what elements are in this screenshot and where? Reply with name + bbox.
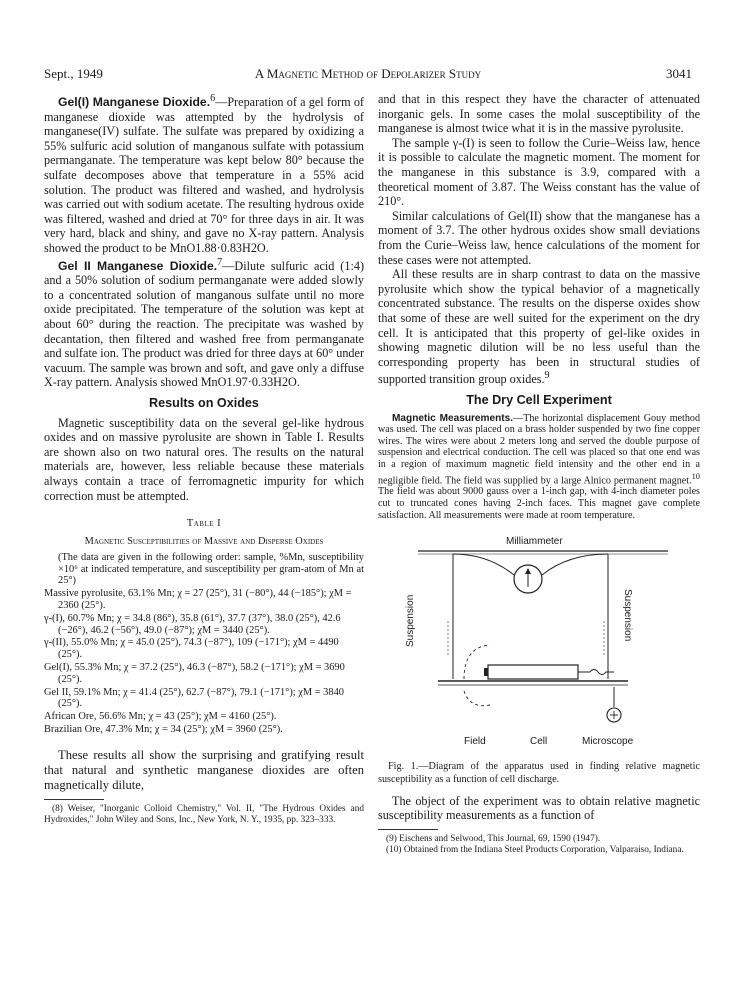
right-paragraph-3: Similar calculations of Gel(II) show that the manganese has a moment of 3.7. The other hydrous oxides show small deviations from the Curie–Weiss law, hence calculations of the moment for these cases were not attempted. — [378, 208, 700, 267]
header-date: Sept., 1949 — [44, 66, 103, 81]
header-page-number: 3041 — [666, 66, 692, 81]
gel2-lead: Gel II Manganese Dioxide. — [58, 258, 218, 273]
gel1-paragraph — [44, 92, 364, 256]
figure-caption: Fig. 1.—Diagram of the apparatus used in finding relative magnetic susceptibility as a function of cell discharge. — [378, 761, 700, 785]
table-entry: γ-(II), 55.0% Mn; χ = 45.0 (25°), 74.3 (−87°), 109 (−171°); χM = 4490 (25°). — [44, 637, 339, 661]
gel1-ref: 6 — [210, 93, 216, 104]
results-heading: Results on Oxides — [149, 396, 259, 410]
results-paragraph: Magnetic susceptibility data on the several gel-like hydrous oxides and on massive pyrolusite are shown in Table I. Results are shown also on two natural ores. The results on the natural materials are, however, less reliable because these materials always contain a trace of ferromagnetic impurity for which correction must be attempted. — [44, 415, 364, 503]
table-entry: γ-(I), 60.7% Mn; χ = 34.8 (86°), 35.8 (61°), 37.7 (37°), 38.0 (25°), 42.6 (−26°), 46.2 (−56°), 49.0 (−87°); χM = 3440 (25°). — [44, 612, 341, 636]
table-label: Table I — [186, 518, 222, 530]
cell-cap — [484, 668, 488, 676]
suspension-label-right: Suspension — [622, 589, 633, 642]
gel2-paragraph — [44, 256, 364, 390]
table-entry: Gel(I), 55.3% Mn; χ = 37.2 (25°), 46.3 (−87°), 58.2 (−171°); χM = 3690 (25°). — [44, 661, 345, 685]
milliammeter-label: Milliammeter — [506, 536, 563, 548]
table-heading: Magnetic Susceptibilities of Massive and Disperse Oxides — [84, 535, 324, 547]
field-arc-bottom — [464, 691, 490, 706]
milliammeter-arrowhead — [525, 568, 531, 574]
measurements-ref: 10 — [691, 471, 700, 481]
cell-label: Cell — [530, 736, 548, 748]
after-table-paragraph: These results all show the surprising and gratifying result that natural and synthetic manganese dioxides are often magnetically dilute, — [44, 747, 364, 792]
meter-wire — [453, 554, 514, 575]
table-entry: Massive pyrolusite, 63.1% Mn; χ = 27 (25°), 31 (−80°), 44 (−185°); χM = 2360 (25°). — [44, 588, 352, 611]
gel1-text: —Preparation of a gel form of manganese dioxide was attempted by the hydrolysis of manganese(IV) sulfate. The sulfate was prepared by oxidizing a 55% sulfuric acid solution of manganous sulfate with potassium permanganate. The temperature was kept below 80° because the sulfate decomposes above that temperature in a 55% acid solution. The product was filtered and washed, and hydrolysis was carried out with sodium acetate. The resulting hydrous oxide was filtered, washed and dried at 70° for three days in air. It was very hard, black and shiny, and gave no X-ray pattern. Analysis showed the product to be MnO1.88·0.83H2O. — [44, 95, 364, 255]
table-1 — [44, 517, 364, 736]
measurements-lead: Magnetic Measurements. — [392, 412, 514, 424]
footnote-9: (9) Eischens and Selwood, This Journal, 69, 1590 (1947). — [386, 834, 601, 845]
gel2-ref: 7 — [217, 256, 223, 268]
footnote-divider — [44, 799, 104, 800]
table-entry: Brazilian Ore, 47.3% Mn; χ = 34 (25°); χM = 3960 (25°). — [44, 723, 283, 735]
suspension-label-left: Suspension — [405, 594, 416, 648]
right-paragraph-2: The sample γ-(I) is seen to follow the Curie–Weiss law, hence it is possible to calculate the magnetic moment. The moment for the manganese in this substance is 3.9, compared with a theoretical moment of 3.87. The Weiss constant has the value of 210°. — [378, 135, 700, 209]
p4-text: All these results are in sharp contrast to data on the massive pyrolusite which show the typical behavior of a magnetically concentrated substance. The results on the disperse oxides show that some of these are well suited for the experiment on the dry cell. It is anticipated that this property of gel-like oxides in showing magnetic dilution will be no less useful than the corresponding property has been in structural studies of supported transition group oxides. — [378, 267, 700, 387]
meter-wire — [542, 554, 608, 575]
table-note: (The data are given in the following order: sample, %Mn, susceptibility ×10⁶ at indicated temperature, and susceptibility per gram-atom of Mn at 25°) — [58, 551, 364, 587]
right-paragraph-1: and that in this respect they have the character of attenuated inorganic gels. In some cases the molal susceptibility of the manganese is almost twice what it is in the massive pyrolusite. — [378, 92, 700, 136]
figure-1 — [378, 529, 700, 759]
footnote-10: (10) Obtained from the Indiana Steel Products Corporation, Valparaiso, Indiana. — [386, 845, 684, 856]
measurements-text-2: The field was about 9000 gauss over a 1-inch gap, with 4-inch diameter poles cut to truncated cones having 2-inch faces. This magnet gave complete satisfaction. All measurements were made at room temperature. — [378, 486, 700, 521]
cell-lead-wire — [578, 670, 614, 675]
running-header — [44, 66, 692, 84]
field-label: Field — [464, 736, 486, 748]
right-paragraph-4 — [378, 267, 700, 387]
gel1-lead: Gel(I) Manganese Dioxide. — [58, 95, 211, 110]
cell-body — [488, 665, 578, 679]
gel2-text: —Dilute sulfuric acid (1:4) and a 50% solution of sodium permanganate were added slowly to a concentrated solution of manganous sulfate until no more oxide precipitated. The temperature of the solution was kept at about 60° during the reaction. The precipitate was washed by decantation, then filtered and washed free from permanganate and sulfate ion. The product was dried for three days at 60° under vacuum. The sample was brown and soft, and gave only a diffuse X-ray pattern. Analysis showed MnO1.97·0.33H2O. — [44, 258, 365, 390]
p4-ref: 9 — [544, 370, 550, 382]
right-paragraph-5: The object of the experiment was to obtain relative magnetic susceptibility measurements as a function of — [378, 793, 700, 823]
left-column — [44, 92, 364, 826]
measurements-text: —The horizontal displacement Gouy method was used. The cell was placed on a brass holder suspended by two fine copper wires. The wires were about 2 meters long and served the double purpose of suspension and electrical conduction. The cell was placed so that one end was in a region of maximum magnetic field intensity and the other end in a negligible field. The field was supplied by a large Alnico permanent magnet. — [378, 412, 701, 486]
right-column — [378, 92, 700, 856]
table-entry: Gel II, 59.1% Mn; χ = 41.4 (25°), 62.7 (−87°), 79.1 (−171°); χM = 3840 (25°). — [44, 686, 344, 710]
footnote-8: (8) Weiser, "Inorganic Colloid Chemistry," Vol. II, "The Hydrous Oxides and Hydroxides," John Wiley and Sons, Inc., New York, N. Y., 1935, pp. 323–333. — [44, 803, 364, 825]
measurements-paragraph — [378, 413, 700, 522]
microscope-label: Microscope — [582, 736, 634, 748]
footnote-divider — [378, 829, 438, 830]
apparatus-diagram — [378, 529, 700, 759]
header-title: A Magnetic Method of Depolarizer Study — [254, 66, 482, 81]
dry-cell-heading: The Dry Cell Experiment — [466, 392, 612, 407]
table-entry: African Ore, 56.6% Mn; χ = 43 (25°); χM = 4160 (25°). — [44, 711, 277, 723]
